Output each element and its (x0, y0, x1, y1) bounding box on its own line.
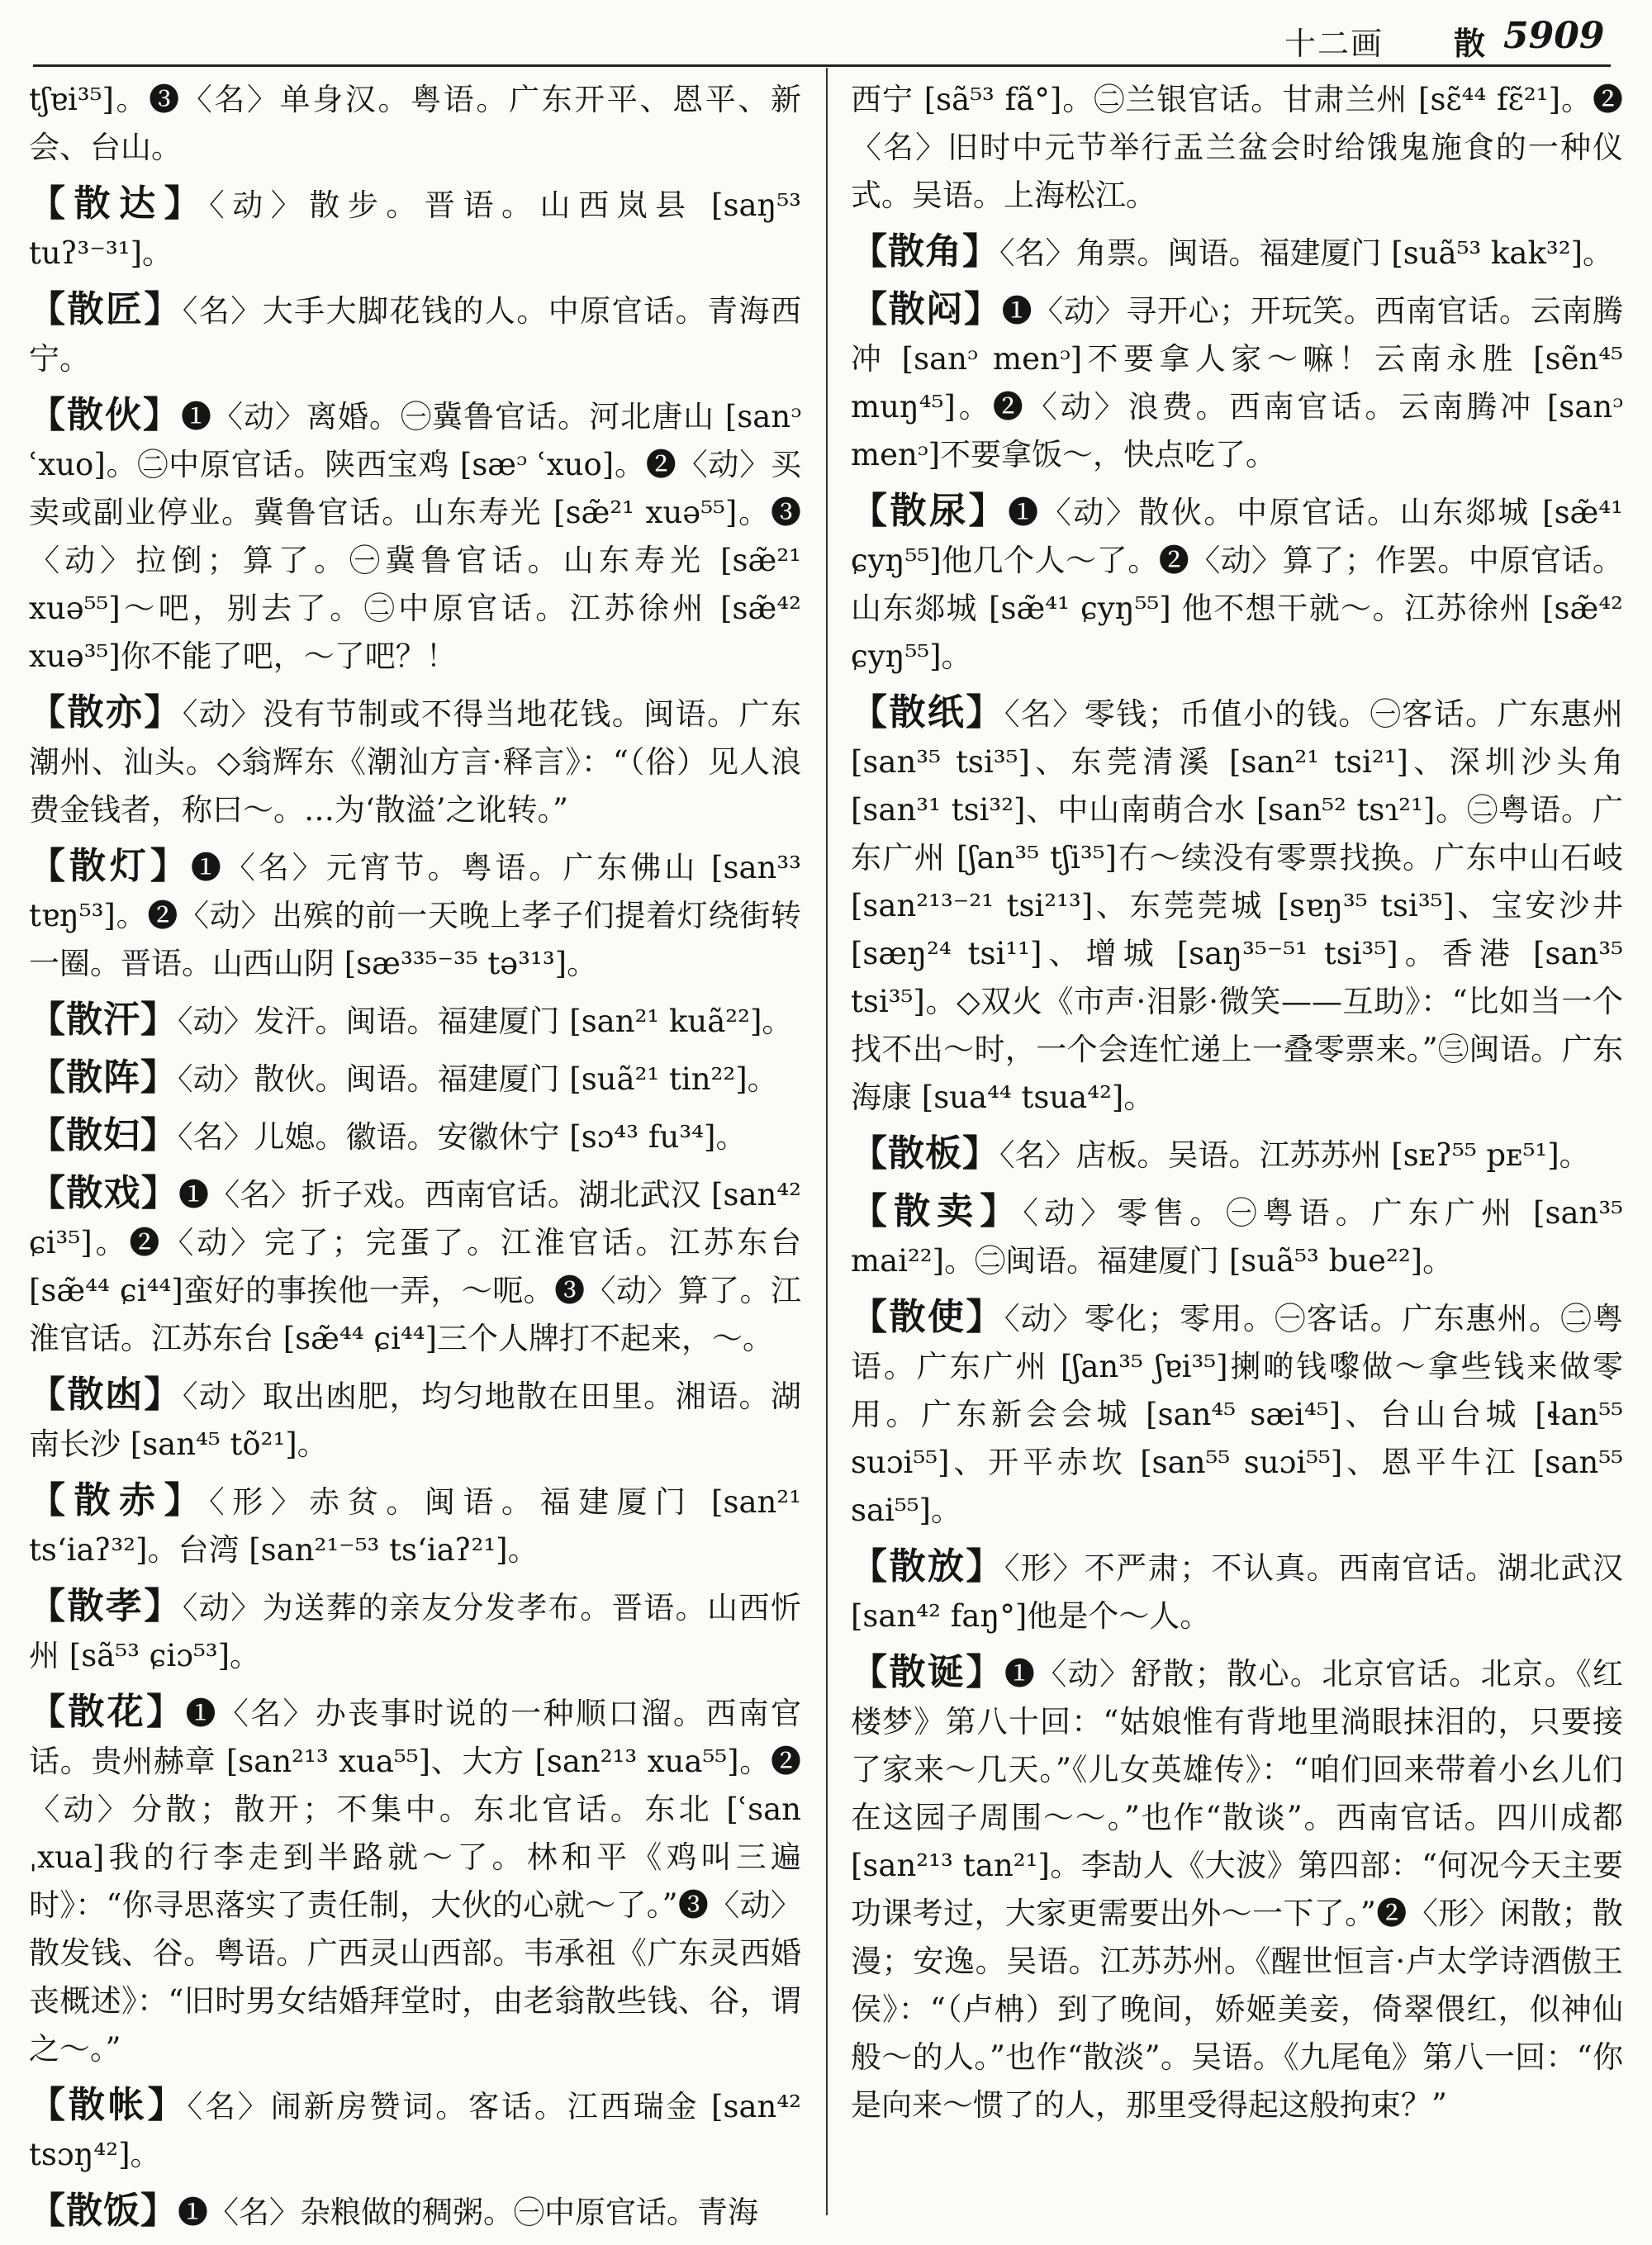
entry-definition: 〈形〉不严肃；不认真。西南官话。湖北武汉 [san⁴² faŋ°]他是个～人。 (851, 1550, 1624, 1634)
entry-headword: 【散纸】 (851, 691, 1004, 733)
entry-definition: 〈动〉取出凼肥，均匀地散在田里。湘语。湖南长沙 [san⁴⁵ tõ²¹]。 (29, 1379, 802, 1462)
entry-headword: 【散阵】 (29, 1056, 178, 1099)
entry-definition: 〈名〉闹新房赞词。客话。江西瑞金 [san⁴² tsɔŋ⁴²]。 (29, 2089, 801, 2172)
dictionary-entry (29, 1688, 801, 2073)
entry-headword: 【散戏】 (29, 1172, 178, 1214)
entry-headword: 【散伙】 (29, 394, 182, 436)
entry-headword: 【散灯】 (29, 845, 191, 887)
dictionary-entry (851, 1543, 1623, 1640)
page-header (0, 0, 1652, 66)
radical-char: 散 (1454, 25, 1486, 62)
entry-definition: ❶〈动〉散伙。中原官话。山东郯城 [sæ̃⁴¹ ɕyŋ⁵⁵]他几个人～了。❷〈动〉算了；作罢。中原官话。山东郯城 [sæ̃⁴¹ ɕyŋ⁵⁵] 他不想干就～。江苏徐州 [sæ̃⁴² ɕyŋ⁵⁵]。 (851, 495, 1623, 674)
entry-headword: 【散诞】 (851, 1651, 1004, 1693)
entry-definition: ❶〈动〉舒散；散心。北京官话。北京。《红楼梦》第八十回：“姑娘惟有背地里淌眼抹泪的，只要接了家来～几天。”《儿女英雄传》：“咱们回来带着小幺儿们在这园子周围～～。”也作“散谈”。西南官话。四川成都 [san²¹³ tan²¹]。李劼人《大波》第四部：“何况今天主要功课考过，大家更需要出外～一下了。”❷〈形〉闲散；散漫；安逸。吴语。江苏苏州。《醒世恒言·卢太学诗酒傲王侯》：“（卢柟）到了晚间，娇姬美妾，倚翠偎红，似神仙般～的人。”也作“散淡”。吴语。《九尾龟》第八一回：“你是向来～惯了的人，那里受得起这般拘束？” (851, 1656, 1624, 2123)
dictionary-entry (851, 487, 1623, 681)
dictionary-entry (851, 228, 1623, 278)
entry-definition: 〈动〉发汗。闽语。福建厦门 [san²¹ kuã²²]。 (178, 1004, 793, 1039)
entry-definition: ❶〈名〉元宵节。粤语。广东佛山 [san³³ tɐŋ⁵³]。❷〈动〉出殡的前一天晚上孝子们提着灯绕街转一圈。晋语。山西山阴 [sæ³³⁵⁻³⁵ tə³¹³]。 (29, 850, 801, 981)
entry-definition: 〈名〉零钱；币值小的钱。㊀客话。广东惠州 [san³⁵ tsi³⁵]、东莞清溪 [san²¹ tsi²¹]、深圳沙头角 [san³¹ tsi³²]、中山南萌合水 [san⁵² tsɿ²¹]。㊁粤语。广东广州 [ʃan³⁵ tʃi³⁵]冇～续没有零票找换。广东中山石岐 [san²¹³⁻²¹ tsi²¹³]、东莞莞城 [sɐŋ³⁵ tsi³⁵]、宝安沙井 [sæŋ²⁴ tsi¹¹]、增城 [saŋ³⁵⁻⁵¹ tsi³⁵]。香港 [san³⁵ tsi³⁵]。◇双火《市声·泪影·微笑——互助》：“比如当一个找不出～时，一个会连忙递上一叠零票来。”㊂闽语。广东海康 [sua⁴⁴ tsua⁴²]。 (851, 696, 1624, 1115)
stroke-section: 十二画 (1284, 26, 1384, 62)
dictionary-entry (851, 1130, 1623, 1179)
entry-definition: ❶〈名〉折子戏。西南官话。湖北武汉 [san⁴² ɕi³⁵]。❷〈动〉完了；完蛋了。江淮官话。江苏东台 [sæ̃⁴⁴ ɕi⁴⁴]蛮好的事挨他一弄，～呃。❸〈动〉算了。江淮官话。江苏东台 [sæ̃⁴⁴ ɕi⁴⁴]三个人牌打不起来，～。 (29, 1177, 802, 1356)
dictionary-entry (29, 1583, 801, 1680)
entry-definition: 〈名〉角票。闽语。福建厦门 [suã⁵³ kak³²]。 (999, 235, 1613, 271)
entry-headword: 【散妇】 (29, 1114, 178, 1156)
dictionary-entry (29, 1170, 801, 1363)
dictionary-entry (29, 689, 801, 834)
dictionary-entry (851, 1293, 1623, 1535)
dictionary-entry (29, 1054, 801, 1104)
dictionary-entry (851, 286, 1623, 479)
entry-headword: 【散饭】 (29, 2190, 178, 2232)
dictionary-entry (29, 180, 801, 278)
entry-definition: 〈动〉没有节制或不得当地花钱。闽语。广东潮州、汕头。◇翁辉东《潮汕方言·释言》：“（俗）见人浪费金钱者，称曰～。…为‘散溢’之讹转。” (29, 696, 802, 828)
entry-headword: 【散匠】 (29, 288, 183, 330)
entry-headword: 【散凼】 (29, 1374, 183, 1416)
entry-headword: 【散达】 (29, 183, 210, 225)
entry-headword: 【散闷】 (851, 288, 1002, 330)
entry-definition: 〈动〉零化；零用。㊀客话。广东惠州。㊁粤语。广东广州 [ʃan³⁵ ʃɐi³⁵]揦啲钱嚟做～拿些钱来做零用。广东新会会城 [san⁴⁵ sæi⁴⁵]、台山台城 [ɬan⁵⁵ suɔi⁵⁵]、开平赤坎 [san⁵⁵ suɔi⁵⁵]、恩平牛江 [san⁵⁵ sai⁵⁵]。 (851, 1301, 1624, 1528)
entry-headword: 【散尿】 (851, 490, 1009, 532)
entry-headword: 【散角】 (851, 230, 999, 273)
entry-definition: 〈动〉为送葬的亲友分发孝布。晋语。山西忻州 [sã⁵³ ɕiɔ⁵³]。 (29, 1590, 802, 1673)
page-number: 5909 (1503, 15, 1605, 57)
dictionary-entry (851, 1188, 1623, 1285)
entry-definition: 〈形〉赤贫。闽语。福建厦门 [san²¹ tsʻiaʔ³²]。台湾 [san²¹⁻⁵³ tsʻiaʔ²¹]。 (29, 1484, 801, 1568)
entry-headword: 【散卖】 (851, 1190, 1023, 1232)
entry-definition: 〈名〉儿媳。徽语。安徽休宁 [sɔ⁴³ fu³⁴]。 (178, 1119, 747, 1155)
dictionary-entry (29, 996, 801, 1046)
dictionary-entry (29, 1371, 801, 1469)
entry-headword: 【散板】 (851, 1132, 999, 1175)
entry-definition: 西宁 [sã⁵³ fã°]。㊁兰银官话。甘肃兰州 [sɛ̃⁴⁴ fɛ̃²¹]。❷〈名〉旧时中元节举行盂兰盆会时给饿鬼施食的一种仪式。吴语。上海松江。 (851, 82, 1623, 213)
entry-definition: 〈动〉散步。晋语。山西岚县 [saŋ⁵³ tuʔ³⁻³¹]。 (29, 187, 801, 271)
entry-definition: 〈动〉散伙。闽语。福建厦门 [suã²¹ tin²²]。 (178, 1061, 778, 1097)
dictionary-entry (851, 689, 1623, 1122)
dictionary-entry (29, 2081, 801, 2179)
dictionary-entry (29, 76, 801, 172)
column-divider (826, 68, 828, 2215)
entry-headword: 【散帐】 (29, 2084, 188, 2126)
dictionary-entry (851, 76, 1623, 220)
entry-definition: tʃɐi³⁵]。❸〈名〉单身汉。粤语。广东开平、恩平、新会、台山。 (29, 82, 801, 165)
dictionary-entry (29, 842, 801, 988)
entry-definition: ❶〈动〉离婚。㊀冀鲁官话。河北唐山 [sanᵓ ʿxuo]。㊁中原官话。陕西宝鸡 [sæᵓ ʿxuo]。❷〈动〉买卖或副业停业。冀鲁官话。山东寿光 [sæ̃²¹ xuə⁵⁵]。❸〈动〉拉倒；算了。㊀冀鲁官话。山东寿光 [sæ̃²¹ xuə⁵⁵]～吧，别去了。㊁中原官话。江苏徐州 [sæ̃⁴² xuə³⁵]你不能了吧，～了吧？！ (29, 399, 802, 674)
dictionary-entry (29, 1477, 801, 1574)
dictionary-entry (851, 1649, 1623, 2129)
left-column (29, 76, 801, 2245)
entry-definition: ❶〈名〉杂粮做的稠粥。㊀中原官话。青海 (178, 2195, 758, 2230)
header-rule (33, 64, 1611, 67)
right-column (851, 76, 1623, 2138)
entry-headword: 【散放】 (851, 1545, 1004, 1588)
entry-headword: 【散使】 (851, 1296, 1004, 1338)
entry-definition: 〈动〉零售。㊀粤语。广东广州 [san³⁵ mai²²]。㊁闽语。福建厦门 [suã⁵³ bue²²]。 (851, 1195, 1623, 1279)
entry-headword: 【散孝】 (29, 1585, 183, 1627)
dictionary-entry (29, 2187, 801, 2237)
entry-headword: 【散汗】 (29, 999, 178, 1041)
dictionary-entry (29, 286, 801, 383)
entry-headword: 【散赤】 (29, 1479, 210, 1521)
entry-definition: ❶〈名〉办丧事时说的一种顺口溜。西南官话。贵州赫章 [san²¹³ xua⁵⁵]、大方 [san²¹³ xua⁵⁵]。❷〈动〉分散；散开；不集中。东北官话。东北 [ʿsan ˌxua]我的行李走到半路就～了。林和平《鸡叫三遍时》：“你寻思落实了责任制，大伙的心就～了。”❸〈动〉散发钱、谷。粤语。广西灵山西部。韦承祖《广东灵西婚丧概述》：“旧时男女结婚拜堂时，由老翁散些钱、谷，谓之～。” (29, 1696, 802, 2067)
dictionary-entry (29, 392, 801, 681)
entry-definition: 〈名〉大手大脚花钱的人。中原官话。青海西宁。 (29, 293, 802, 377)
entry-definition: ❶〈动〉寻开心；开玩笑。西南官话。云南腾冲 [sanᵓ menᵓ]不要拿人家～嘛！云南永胜 [sẽn⁴⁵ muŋ⁴⁵]。❷〈动〉浪费。西南官话。云南腾冲 [sanᵓ menᵓ]不要拿饭～，快点吃了。 (851, 293, 1623, 472)
entry-headword: 【散花】 (29, 1691, 186, 1733)
entry-headword: 【散亦】 (29, 691, 183, 733)
dictionary-entry (29, 1112, 801, 1161)
entry-definition: 〈名〉店板。吴语。江苏苏州 [sᴇʔ⁵⁵ pᴇ⁵¹]。 (999, 1137, 1590, 1173)
